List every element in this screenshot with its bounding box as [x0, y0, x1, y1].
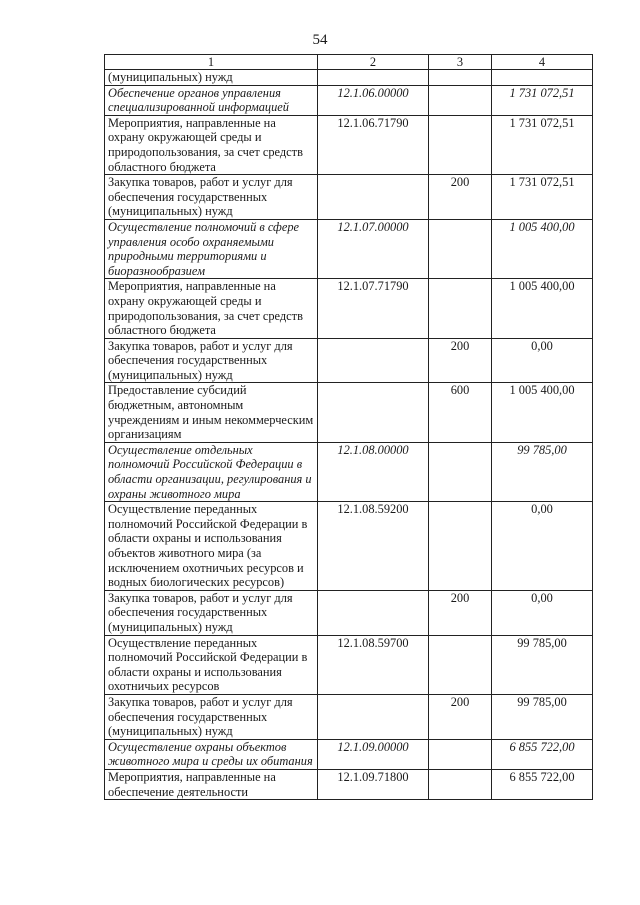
row-amount: 1 731 072,51 — [492, 85, 593, 115]
row-amount: 1 731 072,51 — [492, 175, 593, 220]
header-col-1: 1 — [105, 55, 318, 70]
page-number: 54 — [312, 32, 328, 48]
row-expense-type — [429, 442, 492, 501]
table-row — [105, 279, 593, 338]
row-code — [318, 175, 429, 220]
header-col-4: 4 — [492, 55, 593, 70]
row-description: Мероприятия, направленные на охрану окружающей среды и природопользования, за счет средств областного бюджета — [105, 115, 318, 174]
row-code — [318, 70, 429, 86]
row-amount: 99 785,00 — [492, 442, 593, 501]
row-description: Закупка товаров, работ и услуг для обеспечения государственных (муниципальных) нужд — [105, 338, 318, 383]
row-code — [318, 383, 429, 442]
row-code — [318, 338, 429, 383]
table-row — [105, 502, 593, 591]
row-expense-type — [429, 769, 492, 799]
row-expense-type: 200 — [429, 338, 492, 383]
header-col-2: 2 — [318, 55, 429, 70]
table-row — [105, 769, 593, 799]
row-amount: 6 855 722,00 — [492, 739, 593, 769]
row-description: Осуществление отдельных полномочий Российской Федерации в области организации, регулирования и охраны животного мира — [105, 442, 318, 501]
row-amount: 1 731 072,51 — [492, 115, 593, 174]
row-amount: 1 005 400,00 — [492, 383, 593, 442]
row-code: 12.1.06.00000 — [318, 85, 429, 115]
table-row — [105, 85, 593, 115]
table-row — [105, 70, 593, 86]
row-amount: 0,00 — [492, 502, 593, 591]
table-row — [105, 115, 593, 174]
row-amount: 99 785,00 — [492, 694, 593, 739]
row-amount: 99 785,00 — [492, 635, 593, 694]
row-expense-type — [429, 739, 492, 769]
row-amount: 1 005 400,00 — [492, 219, 593, 278]
row-description: Осуществление охраны объектов животного мира и среды их обитания — [105, 739, 318, 769]
row-description: (муниципальных) нужд — [105, 70, 318, 86]
row-expense-type: 200 — [429, 694, 492, 739]
row-amount: 1 005 400,00 — [492, 279, 593, 338]
row-description: Мероприятия, направленные на охрану окружающей среды и природопользования, за счет средств областного бюджета — [105, 279, 318, 338]
header-col-3: 3 — [429, 55, 492, 70]
row-code: 12.1.07.71790 — [318, 279, 429, 338]
row-code: 12.1.08.59700 — [318, 635, 429, 694]
row-amount — [492, 70, 593, 86]
table-body — [105, 70, 593, 800]
row-description: Закупка товаров, работ и услуг для обеспечения государственных (муниципальных) нужд — [105, 694, 318, 739]
table-row — [105, 694, 593, 739]
row-description: Обеспечение органов управления специализированной информацией — [105, 85, 318, 115]
budget-table — [104, 54, 593, 800]
row-expense-type — [429, 115, 492, 174]
row-code: 12.1.06.71790 — [318, 115, 429, 174]
row-expense-type — [429, 502, 492, 591]
table-row — [105, 590, 593, 635]
table-header-row — [105, 55, 593, 70]
row-description: Осуществление переданных полномочий Российской Федерации в области охраны и использования охотничьих ресурсов — [105, 635, 318, 694]
row-code — [318, 590, 429, 635]
row-expense-type — [429, 219, 492, 278]
table-row — [105, 338, 593, 383]
row-code: 12.1.08.00000 — [318, 442, 429, 501]
row-expense-type: 600 — [429, 383, 492, 442]
row-amount: 6 855 722,00 — [492, 769, 593, 799]
table-row — [105, 442, 593, 501]
row-code: 12.1.09.71800 — [318, 769, 429, 799]
row-code: 12.1.07.00000 — [318, 219, 429, 278]
row-description: Мероприятия, направленные на обеспечение деятельности — [105, 769, 318, 799]
table-row — [105, 635, 593, 694]
row-expense-type — [429, 85, 492, 115]
row-code — [318, 694, 429, 739]
row-description: Закупка товаров, работ и услуг для обеспечения государственных (муниципальных) нужд — [105, 175, 318, 220]
table-row — [105, 219, 593, 278]
table-row — [105, 175, 593, 220]
row-amount: 0,00 — [492, 590, 593, 635]
table-row — [105, 383, 593, 442]
row-description: Осуществление полномочий в сфере управления особо охраняемыми природными территориями и биоразнообразием — [105, 219, 318, 278]
row-description: Предоставление субсидий бюджетным, автономным учреждениям и иным некоммерческим организациям — [105, 383, 318, 442]
row-expense-type: 200 — [429, 175, 492, 220]
row-description: Закупка товаров, работ и услуг для обеспечения государственных (муниципальных) нужд — [105, 590, 318, 635]
row-code: 12.1.08.59200 — [318, 502, 429, 591]
row-expense-type — [429, 70, 492, 86]
row-expense-type — [429, 279, 492, 338]
row-description: Осуществление переданных полномочий Российской Федерации в области охраны и использования объектов животного мира (за исключением охотничьих ресурсов и водных биологических ресурсов) — [105, 502, 318, 591]
row-expense-type — [429, 635, 492, 694]
row-code: 12.1.09.00000 — [318, 739, 429, 769]
row-amount: 0,00 — [492, 338, 593, 383]
table-row — [105, 739, 593, 769]
row-expense-type: 200 — [429, 590, 492, 635]
